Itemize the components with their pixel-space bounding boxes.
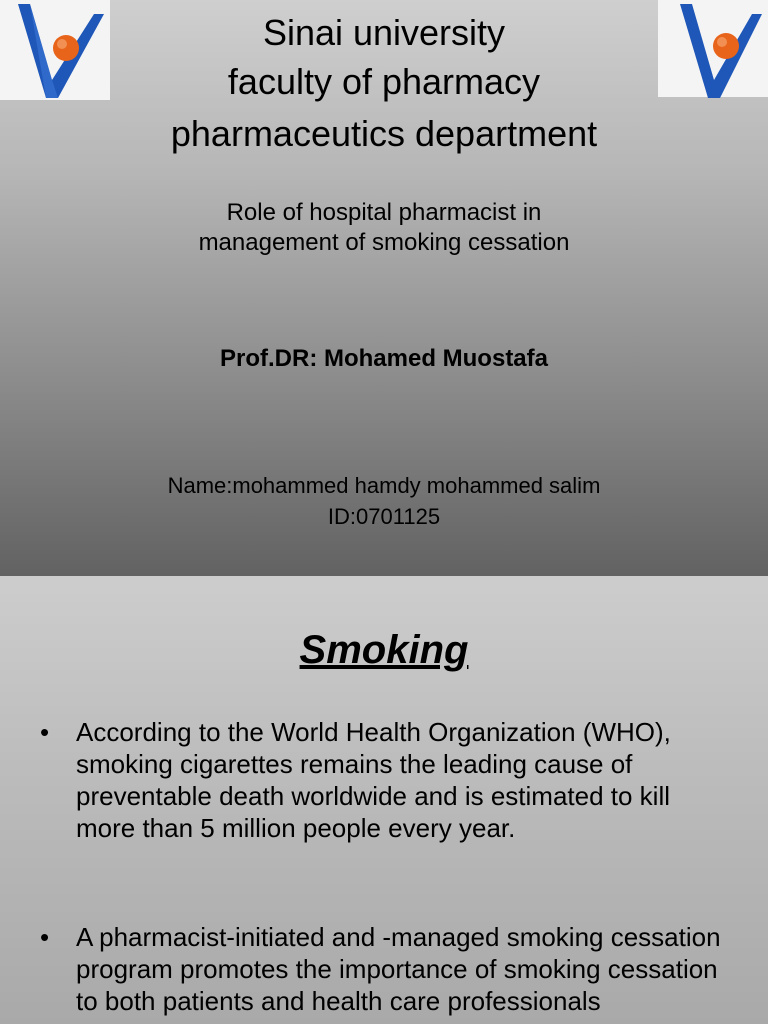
bullet-text: A pharmacist-initiated and -managed smoking cessation program promotes the importance of smoking cessation to both patients and health care professionals <box>76 922 721 1016</box>
bullet-marker: • <box>40 922 50 952</box>
smoking-slide <box>0 576 768 1024</box>
title-line-university: Sinai university <box>262 12 506 53</box>
title-line-faculty: faculty of pharmacy <box>227 61 541 102</box>
supervisor-name: Prof.DR: Mohamed Muostafa <box>219 345 548 372</box>
title-line-department: pharmaceutics department <box>170 113 598 154</box>
bullet-text: According to the World Health Organization (WHO), smoking cigarettes remains the leading cause of preventable death worldwide and is estimated to kill more than 5 million people every year. <box>76 717 671 843</box>
student-name: Name:mohammed hamdy mohammed salim <box>167 473 601 498</box>
student-id: ID:0701125 <box>327 504 441 529</box>
subtitle-line-1: Role of hospital pharmacist in <box>226 199 542 226</box>
subtitle-line-2: management of smoking cessation <box>198 229 570 256</box>
bullet-marker: • <box>40 717 50 747</box>
slide-title: Smoking <box>299 628 469 672</box>
